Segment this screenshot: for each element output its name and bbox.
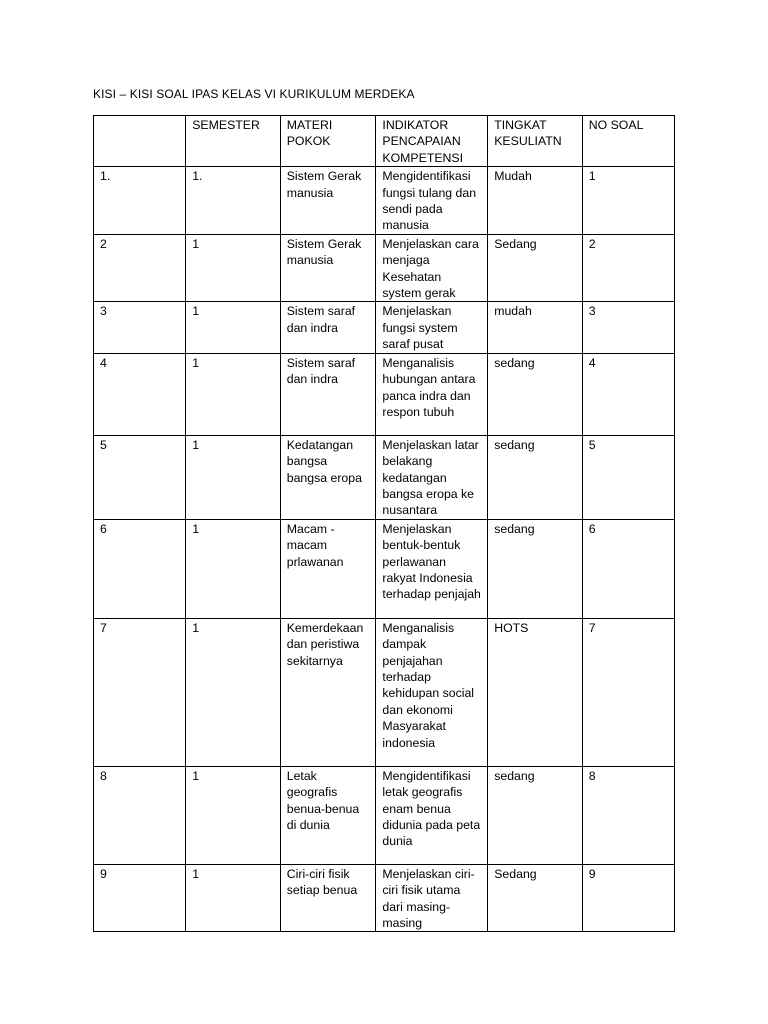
cell-no: 6 (94, 519, 186, 618)
cell-indikator: Menganalisis hubungan antara panca indra dan respon tubuh (376, 353, 488, 435)
cell-tingkat: HOTS (488, 618, 583, 766)
cell-materi: Sistem Gerak manusia (280, 234, 376, 302)
cell-semester: 1 (186, 353, 281, 435)
cell-materi: Sistem Gerak manusia (280, 167, 376, 235)
table-header-row (94, 116, 675, 167)
header-no (94, 116, 186, 167)
cell-no: 1. (94, 167, 186, 235)
cell-semester: 1 (186, 766, 281, 864)
cell-indikator: Menjelaskan ciri-ciri fisik utama dari masing-masing (376, 864, 488, 932)
table-row (94, 766, 675, 864)
table-row (94, 435, 675, 519)
header-tingkat-kesulitan: TINGKAT KESULIATN (488, 116, 583, 167)
cell-indikator: Menjelaskan latar belakang kedatangan bangsa eropa ke nusantara (376, 435, 488, 519)
kisi-table (93, 115, 675, 932)
cell-tingkat: sedang (488, 353, 583, 435)
cell-semester: 1. (186, 167, 281, 235)
cell-no: 4 (94, 353, 186, 435)
header-indikator: INDIKATOR PENCAPAIAN KOMPETENSI (376, 116, 488, 167)
cell-semester: 1 (186, 519, 281, 618)
cell-materi: Kedatangan bangsa bangsa eropa (280, 435, 376, 519)
cell-tingkat: Sedang (488, 234, 583, 302)
cell-no-soal: 9 (582, 864, 674, 932)
cell-no: 9 (94, 864, 186, 932)
table-row (94, 167, 675, 235)
cell-no: 2 (94, 234, 186, 302)
cell-materi: Ciri-ciri fisik setiap benua (280, 864, 376, 932)
cell-tingkat: Mudah (488, 167, 583, 235)
header-no-soal: NO SOAL (582, 116, 674, 167)
cell-semester: 1 (186, 618, 281, 766)
cell-no-soal: 4 (582, 353, 674, 435)
cell-no-soal: 8 (582, 766, 674, 864)
table-row (94, 353, 675, 435)
cell-no: 7 (94, 618, 186, 766)
table-row (94, 234, 675, 302)
document-title: KISI – KISI SOAL IPAS KELAS VI KURIKULUM MERDEKA (93, 87, 415, 101)
cell-no-soal: 6 (582, 519, 674, 618)
cell-indikator: Menjelaskan cara menjaga Kesehatan system gerak (376, 234, 488, 302)
cell-indikator: Mengidentifikasi letak geografis enam benua didunia pada peta dunia (376, 766, 488, 864)
cell-indikator: Mengidentifikasi fungsi tulang dan sendi pada manusia (376, 167, 488, 235)
header-semester: SEMESTER (186, 116, 281, 167)
cell-no: 3 (94, 302, 186, 353)
cell-indikator: Menjelaskan fungsi system saraf pusat (376, 302, 488, 353)
cell-semester: 1 (186, 234, 281, 302)
table-row (94, 302, 675, 353)
cell-indikator: Menjelaskan bentuk-bentuk perlawanan rakyat Indonesia terhadap penjajah (376, 519, 488, 618)
cell-semester: 1 (186, 435, 281, 519)
cell-materi: Kemerdekaan dan peristiwa sekitarnya (280, 618, 376, 766)
cell-tingkat: sedang (488, 519, 583, 618)
cell-semester: 1 (186, 302, 281, 353)
table-row (94, 864, 675, 932)
cell-tingkat: Sedang (488, 864, 583, 932)
cell-materi: Sistem saraf dan indra (280, 302, 376, 353)
cell-materi: Letak geografis benua-benua di dunia (280, 766, 376, 864)
table-row (94, 519, 675, 618)
cell-no-soal: 3 (582, 302, 674, 353)
cell-no-soal: 5 (582, 435, 674, 519)
cell-no-soal: 1 (582, 167, 674, 235)
cell-semester: 1 (186, 864, 281, 932)
cell-tingkat: sedang (488, 435, 583, 519)
cell-no: 8 (94, 766, 186, 864)
cell-tingkat: mudah (488, 302, 583, 353)
cell-tingkat: sedang (488, 766, 583, 864)
table-row (94, 618, 675, 766)
cell-no-soal: 7 (582, 618, 674, 766)
header-materi-pokok: MATERI POKOK (280, 116, 376, 167)
cell-materi: Sistem saraf dan indra (280, 353, 376, 435)
cell-no: 5 (94, 435, 186, 519)
cell-indikator: Menganalisis dampak penjajahan terhadap kehidupan social dan ekonomi Masyarakat indonesia (376, 618, 488, 766)
cell-no-soal: 2 (582, 234, 674, 302)
cell-materi: Macam - macam prlawanan (280, 519, 376, 618)
